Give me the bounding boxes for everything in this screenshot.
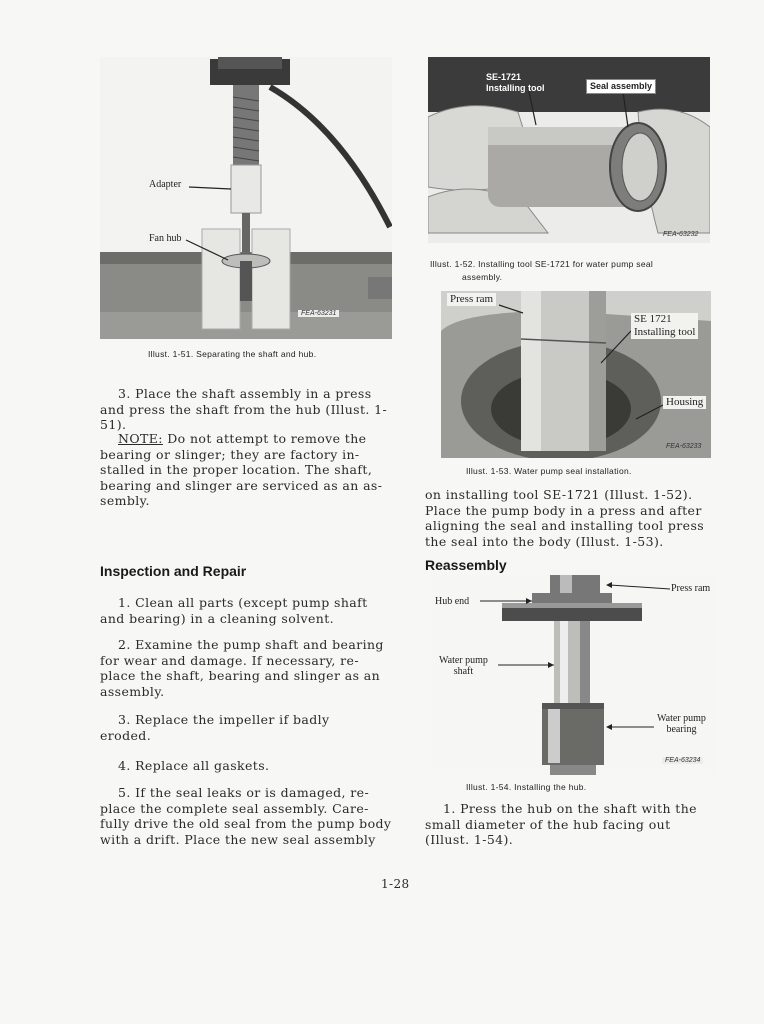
figure-1-53-caption: Illust. 1-53. Water pump seal installation. xyxy=(466,466,632,476)
note-paragraph: NOTE: Do not attempt to remove the bearing or slinger; they are factory in- stalled in the proper location. The shaft, bearing and slinger are serviced as an as- sembly. xyxy=(100,431,383,508)
housing-label: Housing xyxy=(663,396,706,409)
figure-code: FEA-63234 xyxy=(662,757,703,764)
figure-1-53-photo xyxy=(441,291,711,458)
water-pump-shaft-label: Water pump shaft xyxy=(439,655,488,677)
press-ram-label: Press ram xyxy=(671,583,711,594)
figure-1-54-photo xyxy=(432,575,717,775)
inspection-item-1: 1. Clean all parts (except pump shaft and bearing) in a cleaning solvent. xyxy=(100,595,368,626)
figure-1-54-caption: Illust. 1-54. Installing the hub. xyxy=(466,782,587,792)
figure-1-52-caption: Illust. 1-52. Installing tool SE-1721 for water pump seal assembly. xyxy=(430,259,654,282)
figure-1-51-caption: Illust. 1-51. Separating the shaft and hub. xyxy=(148,349,317,359)
seal-assembly-label: Seal assembly xyxy=(586,79,656,94)
fan-hub-label: Fan hub xyxy=(146,232,185,245)
page-number: 1-28 xyxy=(381,877,410,891)
inspection-repair-heading: Inspection and Repair xyxy=(100,563,247,579)
seal-installation-paragraph: on installing tool SE-1721 (Illust. 1-52). Place the pump body in a press and after aligning the seal and installing tool press the seal into the body (Illust. 1-53). xyxy=(425,487,705,549)
inspection-item-3: 3. Replace the impeller if badly eroded. xyxy=(100,712,330,743)
figure-code: FEA-63232 xyxy=(663,231,699,238)
hub-end-label: Hub end xyxy=(435,596,470,607)
se-1721-installing-tool-label: SE 1721 Installing tool xyxy=(631,313,698,339)
press-ram-label: Press ram xyxy=(447,293,496,306)
figure-1-52-photo xyxy=(428,57,710,243)
inspection-item-5: 5. If the seal leaks or is damaged, re- place the complete seal assembly. Care- fully drive the old seal from the pump body with a drift. Place the new seal assembly xyxy=(100,785,392,847)
water-pump-bearing-label: Water pump bearing xyxy=(657,713,706,735)
figure-1-51-photo xyxy=(100,57,392,339)
adapter-label: Adapter xyxy=(146,178,184,191)
figure-code: FEA-63231 xyxy=(298,310,339,317)
press-photo-drawing xyxy=(100,57,392,339)
figure-code: FEA-63233 xyxy=(666,443,702,450)
note-label: NOTE: xyxy=(118,431,163,446)
reassembly-heading: Reassembly xyxy=(425,557,507,573)
disassembly-step-3: 3. Place the shaft assembly in a press and press the shaft from the hub (Illust. 1-51). xyxy=(100,386,388,432)
reassembly-step-1: 1. Press the hub on the shaft with the small diameter of the hub facing out (Illust. 1-54). xyxy=(425,801,697,847)
inspection-item-2: 2. Examine the pump shaft and bearing for wear and damage. If necessary, re- place the shaft, bearing and slinger as an assembly. xyxy=(100,637,384,699)
se-1721-label: SE-1721 Installing tool xyxy=(486,72,545,93)
inspection-item-4: 4. Replace all gaskets. xyxy=(118,758,270,773)
seal-tool-photo-drawing xyxy=(428,57,710,243)
